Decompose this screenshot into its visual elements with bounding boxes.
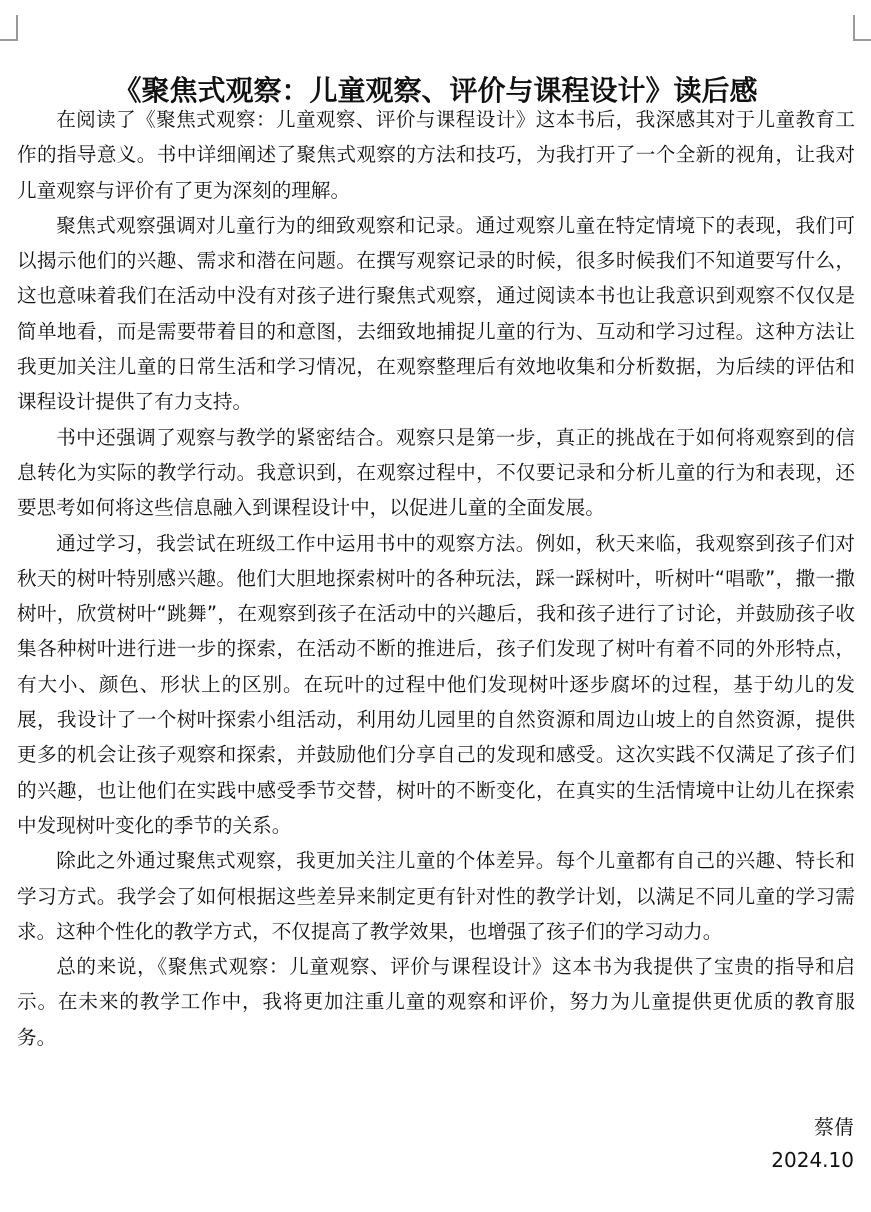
paragraph-1: 在阅读了《聚焦式观察：儿童观察、评价与课程设计》这本书后，我深感其对于儿童教育工作的指导意义。书中详细阐述了聚焦式观察的方法和技巧，为我打开了一个全新的视角，让我对儿童观察与评价有了更为深刻的理解。 xyxy=(17,108,855,202)
paragraph-4: 通过学习，我尝试在班级工作中运用书中的观察方法。例如，秋天来临，我观察到孩子们对秋天的树叶特别感兴趣。他们大胆地探索树叶的各种玩法，踩一踩树叶，听树叶“唱歌”，撒一撒树叶，欣赏树叶“跳舞”，在观察到孩子在活动中的兴趣后，我和孩子进行了讨论，并鼓励孩子收集各种树叶进行进一步的探索，在活动不断的推进后，孩子们发现了树叶有着不同的外形特点，有大小、颜色、形状上的区别。在玩叶的过程中他们发现树叶逐步腐坏的过程，基于幼儿的发展，我设计了一个树叶探索小组活动，利用幼儿园里的自然资源和周边山坡上的自然资源，提供更多的机会让孩子观察和探索，并鼓励他们分享自己的发现和感受。这次实践不仅满足了孩子们的兴趣，也让他们在实践中感受季节交替，树叶的不断变化，在真实的生活情境中让幼儿在探索中发现树叶变化的季节的关系。 xyxy=(17,531,855,837)
author-name: 蔡倩 xyxy=(814,1115,854,1139)
document-body xyxy=(17,102,855,1055)
paragraph-5: 除此之外通过聚焦式观察，我更加关注儿童的个体差异。每个儿童都有自己的兴趣、特长和学习方式。我学会了如何根据这些差异来制定更有针对性的教学计划，以满足不同儿童的学习需求。这种个性化的教学方式，不仅提高了教学效果，也增强了孩子们的学习动力。 xyxy=(17,849,855,943)
document-date: 2024.10 xyxy=(771,1148,854,1172)
signature-block xyxy=(771,1111,854,1177)
crop-mark-top-right xyxy=(853,15,871,41)
paragraph-2: 聚焦式观察强调对儿童行为的细致观察和记录。通过观察儿童在特定情境下的表现，我们可以揭示他们的兴趣、需求和潜在问题。在撰写观察记录的时候，很多时候我们不知道要写什么，这也意味着我们在活动中没有对孩子进行聚焦式观察，通过阅读本书也让我意识到观察不仅仅是简单地看，而是需要带着目的和意图，去细致地捕捉儿童的行为、互动和学习过程。这种方法让我更加关注儿童的日常生活和学习情况，在观察整理后有效地收集和分析数据，为后续的评估和课程设计提供了有力支持。 xyxy=(17,213,855,414)
paragraph-3: 书中还强调了观察与教学的紧密结合。观察只是第一步，真正的挑战在于如何将观察到的信息转化为实际的教学行动。我意识到，在观察过程中，不仅要记录和分析儿童的行为和表现，还要思考如何将这些信息融入到课程设计中，以促进儿童的全面发展。 xyxy=(17,425,855,520)
crop-mark-top-left xyxy=(0,15,18,41)
document-title: 《聚焦式观察：儿童观察、评价与课程设计》读后感 xyxy=(113,73,758,107)
paragraph-6: 总的来说，《聚焦式观察：儿童观察、评价与课程设计》这本书为我提供了宝贵的指导和启示。在未来的教学工作中，我将更加注重儿童的观察和评价，努力为儿童提供更优质的教育服务。 xyxy=(17,955,855,1049)
